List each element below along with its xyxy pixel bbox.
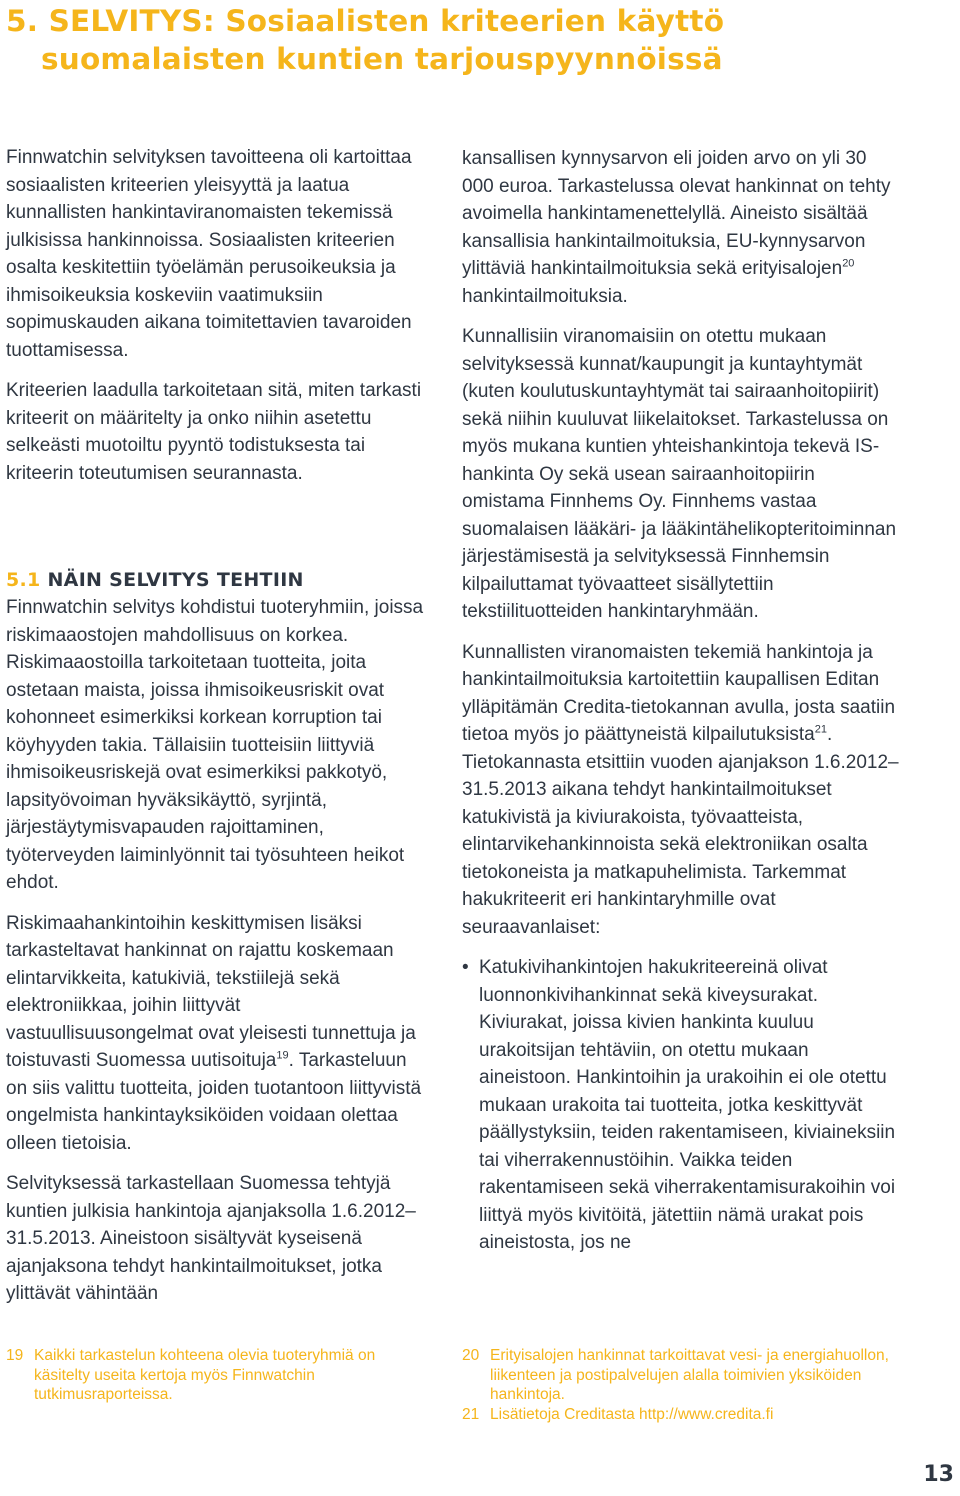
section-number: 5.1 (6, 569, 41, 591)
right-column (462, 145, 902, 1257)
footnote-number: 19 (6, 1347, 24, 1364)
footnote-19 (6, 1346, 426, 1405)
footnote-text: Erityisalojen hankinnat tarkoittavat vesi- ja energiahuollon, liikenteen ja postipalvelujen alalla toimivien yksiköiden hankintoja. (490, 1347, 889, 1403)
footnotes-right (462, 1346, 902, 1424)
page-title (6, 2, 946, 78)
database-paragraph (462, 639, 902, 942)
left-column (6, 144, 431, 1321)
scope-text-a: Riskimaahankintoihin keskittymisen lisäksi tarkasteltavat hankinnat on rajattu koskemaan elintarvikkeita, katukiviä, tekstiilejä sekä elektroniikkaa, joihin liittyvät vastuullisuusongelmat ovat yleisesti tunnettuja ja toistuvasti Suomessa uutisoituja (6, 912, 416, 1071)
footnote-21 (462, 1405, 902, 1425)
footnote-ref-21: 21 (814, 723, 827, 736)
footnote-number: 20 (462, 1347, 480, 1364)
section-title: NÄIN SELVITYS TEHTIIN (47, 569, 304, 591)
footnote-ref-19: 19 (276, 1049, 289, 1062)
scope-text-b: . Tarkasteluun on siis valittu tuotteita, joiden tuotantoon liittyvistä ongelmista hankintayksiköiden voidaan olettaa olleen tietoisia. (6, 1050, 422, 1154)
scope-paragraph (6, 910, 431, 1158)
threshold-text-b: hankintailmoituksia. (462, 285, 628, 307)
footnote-text: Kaikki tarkastelun kohteena olevia tuoteryhmiä on käsitelty useita kertoja myös Finnwatchin tutkimusraporteissa. (34, 1347, 376, 1403)
database-text-a: Kunnallisten viranomaisten tekemiä hankintoja ja hankintailmoituksia kartoitettiin kaupallisen Editan ylläpitämän Credita-tietokannan avulla, josta saatiin tietoa myös jo päättyneistä kilpailutuksista (462, 641, 896, 745)
criteria-list (462, 954, 902, 1257)
threshold-text-a: kansallisen kynnysarvon eli joiden arvo on yli 30 000 euroa. Tarkastelussa olevat hankinnat on tehty avoimella hankintamenettelyllä. Aineisto sisältää kansallisia hankintailmoituksia, EU-kynnysarvon ylittäviä hankintailmoituksia sekä erityisalojen (462, 148, 891, 279)
section-heading (6, 567, 431, 594)
bullet-icon: • (462, 957, 469, 978)
threshold-paragraph (462, 145, 902, 310)
authorities-paragraph: Kunnallisiin viranomaisiin on otettu mukaan selvityksessä kunnat/kaupungit ja kuntayhtymät (kuten koulutuskuntayhtymät tai sairaanhoitopiirit) sekä niihin kuuluvat liikelaitokset. Tarkastelussa on myös mukana kuntien yhteishankintoja tekevä IS-hankinta Oy sekä usean sairaanhoitopiirin omistama Finnhems Oy. Finnhems vastaa suomalaisen lääkäri- ja lääkintähelikopteritoiminnan järjestämisestä ja selvityksessä Finnhemsin kilpailuttamat työvaatteet sisällytettiin tekstiilituotteiden hankintaryhmään. (462, 326, 897, 622)
list-item-text: Katukivihankintojen hakukriteereinä olivat luonnonkivihankinnat sekä kiveysurakat. Kiviurakat, joissa kivien hankinta kuuluu urakoitsijan tehtäviin, on otettu mukaan aineistoon. Hankintoihin ja urakoihin ei ole otettu mukaan urakoita tai tuotteita, jotka keskittyvät päällystyksiin, teiden rakentamiseen, kiviaineksiin tai viherrakennustöihin. Vaikka teiden rakentamiseen sekä viherrakentamisurakoihin voi liittyä myös kivitöitä, jätettiin nämä urakat pois aineistosta, jos ne (479, 957, 896, 1253)
list-item (462, 954, 902, 1257)
title-line-2: suomalaisten kuntien tarjouspyynnöissä (41, 42, 723, 76)
method-paragraph: Finnwatchin selvitys kohdistui tuoteryhmiin, joissa riskimaaostojen mahdollisuus on korkea. Riskimaaostoilla tarkoitetaan tuotteita, joita ostetaan maista, joissa ihmisoikeusriskit ovat kohonneet esimerkiksi korkean korruption tai köyhyyden takia. Tällaisiin tuotteisiin liittyviä ihmisoikeusriskejä ovat esimerkiksi pakkotyö, lapsityövoiman hyväksikäyttö, syrjintä, järjestäytymisvapauden rajoittaminen, työterveyden laiminlyönnit tai työsuhteen heikot ehdot. (6, 597, 424, 893)
footnote-number: 21 (462, 1405, 480, 1423)
period-paragraph: Selvityksessä tarkastellaan Suomessa tehtyjä kuntien julkisia hankintoja ajanjaksolla 1.6.2012–31.5.2013. Aineistoon sisältyvät kyseisenä ajanjaksona tehdyt hankintailmoitukset, jotka ylittävät vähintään (6, 1173, 416, 1304)
footnote-20 (462, 1346, 902, 1405)
criteria-quality-paragraph: Kriteerien laadulla tarkoitetaan sitä, miten tarkasti kriteerit on määritelty ja onko niihin asetettu selkeästi muotoiltu pyyntö todistuksesta tai kriteerin toteutumisen seurannasta. (6, 380, 422, 484)
footnote-text: Lisätietoja Creditasta http://www.credita.fi (490, 1405, 774, 1423)
database-text-b: . Tietokannasta etsittiin vuoden ajanjakson 1.6.2012–31.5.2013 aikana tehdyt hankintailmoitukset katukivistä ja kiviurakoista, työvaatteista, elintarvikehankinnoista sekä elektroniikan osalta tietokoneista ja matkapuhelimista. Tarkemmat hakukriteerit eri hankintaryhmille ovat seuraavanlaiset: (462, 724, 899, 938)
page-number: 13 (923, 1462, 954, 1487)
title-line-1: 5. SELVITYS: Sosiaalisten kriteerien käyttö (6, 4, 725, 38)
footnotes-left (6, 1346, 426, 1405)
intro-paragraph: Finnwatchin selvityksen tavoitteena oli kartoittaa sosiaalisten kriteerien yleisyyttä ja laatua kunnallisten hankintaviranomaisten tekemissä julkisissa hankinnoissa. Sosiaalisten kriteerien osalta keskitettiin työelämän perusoikeuksia ja ihmisoikeuksia koskeviin vaatimuksiin sopimuskauden aikana toimitettavien tavaroiden tuottamisessa. (6, 147, 412, 361)
footnote-ref-20: 20 (842, 257, 855, 270)
